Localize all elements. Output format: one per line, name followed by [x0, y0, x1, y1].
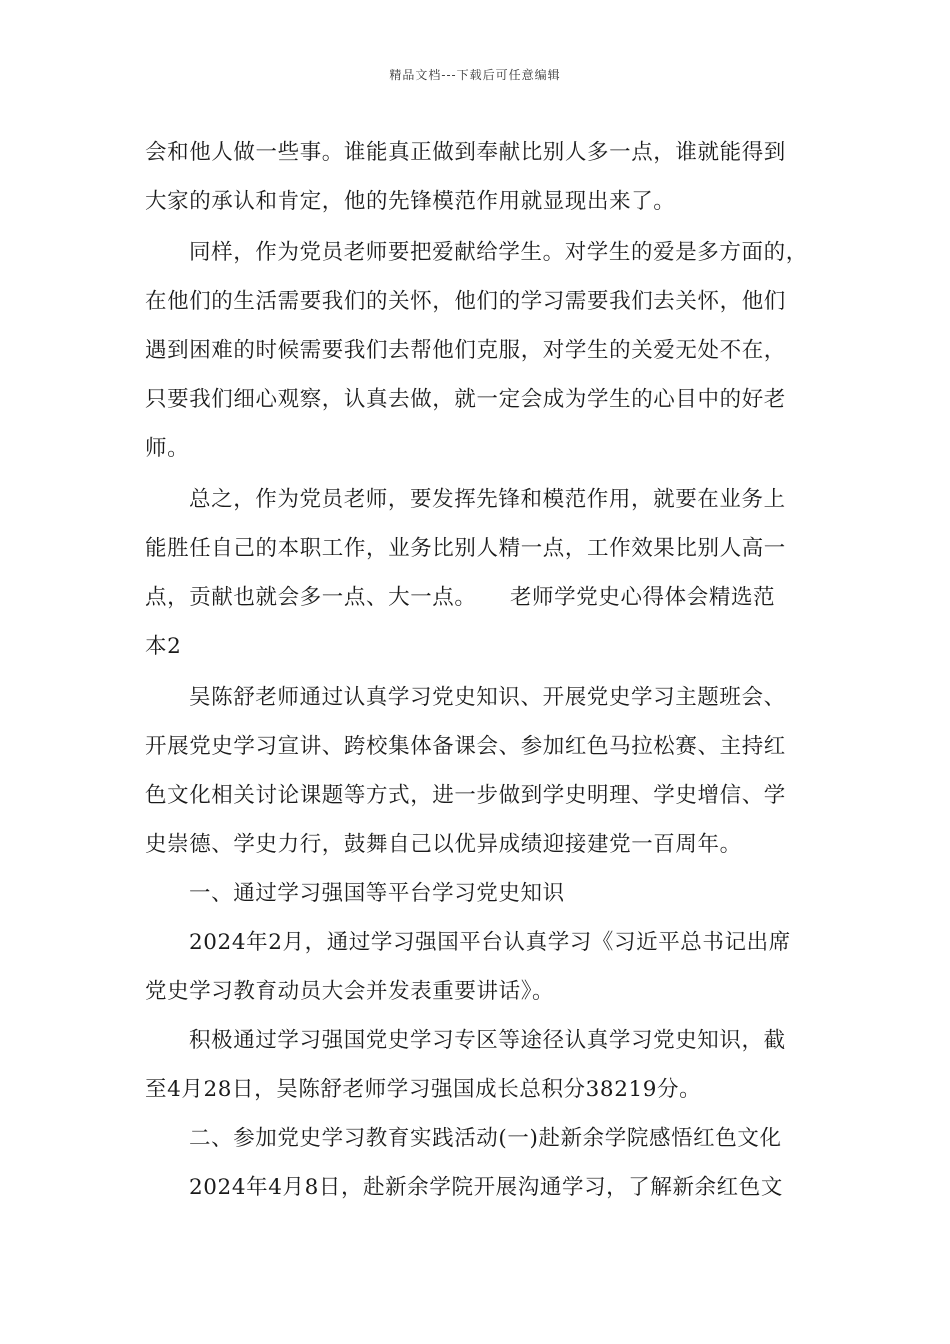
- paragraph-start-line: 总之，作为党员老师，要发挥先锋和模范作用，就要在业务上: [189, 487, 786, 512]
- paragraph-start-line: 2024年4月8日，赴新余学院开展沟通学习，了解新余红色文: [189, 1175, 783, 1200]
- page-header: 精品文档---下载后可任意编辑: [389, 68, 561, 82]
- section-heading: 二、参加党史学习教育实践活动(一)赴新余学院感悟红色文化: [189, 1126, 782, 1151]
- text-line: 党史学习教育动员大会并发表重要讲话》。: [145, 979, 555, 1004]
- text-line: 开展党史学习宣讲、跨校集体备课会、参加红色马拉松赛、主持红: [145, 734, 786, 759]
- text-line: 遇到困难的时候需要我们去帮他们克服，对学生的关爱无处不在，: [145, 338, 786, 363]
- text-line: 在他们的生活需要我们的关怀，他们的学习需要我们去关怀，他们: [145, 289, 786, 314]
- text-line: 史崇德、学史力行，鼓舞自己以优异成绩迎接建党一百周年。: [145, 832, 742, 857]
- paragraph-start-line: 吴陈舒老师通过认真学习党史知识、开展党史学习主题班会、: [189, 685, 786, 710]
- text-line: 至4月28日，吴陈舒老师学习强国成长总积分38219分。: [145, 1077, 702, 1102]
- document-body: [145, 128, 813, 1212]
- text-line: 会和他人做一些事。谁能真正做到奉献比别人多一点，谁就能得到: [145, 140, 786, 165]
- text-line: 只要我们细心观察，认真去做，就一定会成为学生的心目中的好老: [145, 387, 786, 412]
- text-line: 色文化相关讨论课题等方式，进一步做到学史明理、学史增信、学: [145, 783, 786, 808]
- text-line: 能胜任自己的本职工作，业务比别人精一点，工作效果比别人高一: [145, 536, 786, 561]
- text-line: 大家的承认和肯定，他的先锋模范作用就显现出来了。: [145, 189, 676, 214]
- section-heading: 一、通过学习强国等平台学习党史知识: [189, 881, 565, 906]
- paragraph-start-line: 2024年2月，通过学习强国平台认真学习《习近平总书记出席: [189, 930, 791, 955]
- text-line: 点，贡献也就会多一点、大一点。 老师学党史心得体会精选范: [145, 585, 776, 610]
- text-line: 本2: [145, 634, 182, 659]
- paragraph-start-line: 积极通过学习强国党史学习专区等途径认真学习党史知识，截: [189, 1028, 786, 1053]
- paragraph-start-line: 同样，作为党员老师要把爱献给学生。对学生的爱是多方面的，: [189, 240, 808, 265]
- text-line: 师。: [145, 436, 190, 461]
